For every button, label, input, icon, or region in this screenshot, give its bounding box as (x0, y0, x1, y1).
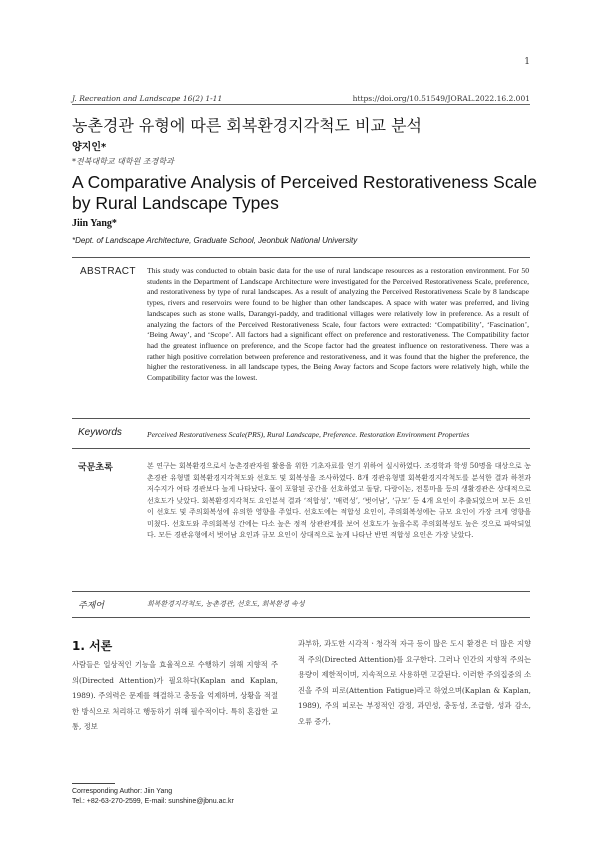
keywords-label: Keywords (78, 427, 122, 438)
body-text-right-column: 과부하, 과도한 시각적ㆍ청각적 자극 등이 많은 도시 환경은 더 많은 지향적 주의(Directed Attention)를 요구한다. 그러나 인간의 지향적 주의는 용량이 제한적이며, 지속적으로 사용하면 고갈된다. 이러한 주의집중의 소진을 주의 피로(Attention Fatigue)라고 하였으며(Kaplan & Kaplan, 1989), 주의 피로는 부정적인 감정, 과민성, 충동성, 조급함, 성과 감소, 오류 증가, (298, 639, 531, 726)
subject-top-rule (72, 591, 530, 592)
header-rule (72, 104, 530, 105)
journal-citation: J. Recreation and Landscape 16(2) 1-11 (72, 94, 223, 103)
abstract-top-rule (72, 257, 530, 258)
abstract-text: This study was conducted to obtain basic data for the use of rural landscape resources as a restoration environment. For 50 students in the Department of Landscape Architecture were investigated for the Perceived Restorativeness Scale, preference, and restorativeness by type of rural landscapes. As a result of analyzing the Perceived Restorativeness Scale by 8 landscape types, rivers and reservoirs were found to be higher than other landscapes. A space with water was preferred, and living landscapes such as stone walls, Darangyi-paddy, and traditional villages were relatively low in preference. As a result of analyzing the factors of the Perceived Restorativeness Scale, four factors were extracted: ‘Compatibility’, ‘Fascination’, ‘Being Away’, and ‘Scope’. All factors had a significant effect on preference and restorativeness. The Compatibility factor had the greatest influence on preference, and the Scope factor had the greatest influence on restorativeness. There was a rather high positive correlation between preference and restorativeness, and it was found that the higher the preference, the higher the restorativeness. in all landscape types, the Being Away factors and Scope factors were relatively high, while the Compatibility factor was the lowest. (147, 266, 529, 383)
page-number: 1 (524, 57, 530, 67)
subject-label: 주제어 (78, 601, 105, 611)
korean-abstract-text: 본 연구는 회복환경으로서 농촌경관자원 활용을 위한 기초자료를 얻기 위하여 실시하였다. 조경학과 학생 50명을 대상으로 농촌경관 유형별 회복환경지각척도와 선호도 및 회복성을 조사하였다. 8개 경관유형별 회복환경지각척도를 분석한 결과 하천과 저수지가 여타 경관보다 높게 나타났다. 물이 포함된 공간을 선호하였고 돌담, 다랑이논, 전통마을 등의 생활경관은 상대적으로 선호도가 낮았다. 회복환경지각척도 요인분석 결과 ‘적합성’, ‘매력성’, ‘벗어남’, ‘규모’ 등 4개 요인이 추출되었으며 모든 요인이 선호도 및 주의회복성에 유의한 영향을 주었다. 선호도에는 적합성 요인이, 주의회복성에는 규모 요인이 가장 크게 영향을 미쳤다. 선호도와 주의회복성 간에는 다소 높은 정적 상관관계를 보여 선호도가 높을수록 주의회복성도 높은 것으로 파악되었다. 모든 경관유형에서 벗어남 요인과 규모 요인이 상대적으로 높게 나타난 반면 적합성 요인은 가장 낮았다. (147, 462, 531, 539)
korean-abstract-top-rule (72, 448, 530, 449)
body-text-left-column: 사람들은 일상적인 기능을 효율적으로 수행하기 위해 지향적 주의(Directed Attention)가 필요하다(Kaplan and Kaplan, 1989). 주의력은 문제를 해결하고 충동을 억제하며, 상황을 적절한 방식으로 처리하고 행동하기 위해 필수적이다. 특히 혼잡한 교통, 정보 (72, 660, 278, 732)
keywords-top-rule (72, 418, 530, 419)
footnote-author: Corresponding Author: Jiin Yang (72, 788, 173, 795)
english-author: Jiin Yang* (72, 218, 117, 229)
footnote-rule (72, 783, 115, 784)
subject-text: 회복환경지각척도, 농촌경관, 선호도, 회복환경 속성 (147, 600, 305, 608)
english-affiliation: *Dept. of Landscape Architecture, Graduate School, Jeonbuk National University (72, 236, 358, 245)
footnote-contact: Tel.: +82-63-270-2599, E-mail: sunshine@jbnu.ac.kr (72, 798, 234, 805)
korean-affiliation: *전북대학교 대학원 조경학과 (72, 157, 174, 166)
english-title: A Comparative Analysis of Perceived Restorativeness Scale by Rural Landscape Types (72, 172, 537, 213)
korean-abstract-label: 국문초록 (78, 463, 113, 473)
korean-title: 농촌경관 유형에 따른 회복환경지각척도 비교 분석 (72, 116, 423, 135)
korean-author: 양지인* (72, 142, 107, 153)
doi-link[interactable]: https://doi.org/10.51549/JORAL.2022.16.2.001 (352, 94, 530, 103)
subject-bottom-rule (72, 617, 530, 618)
abstract-label: ABSTRACT (80, 266, 136, 277)
section-heading: 1. 서론 (72, 639, 113, 653)
keywords-text: Perceived Restorativeness Scale(PRS), Rural Landscape, Preference. Restoration Environment Properties (147, 430, 470, 439)
